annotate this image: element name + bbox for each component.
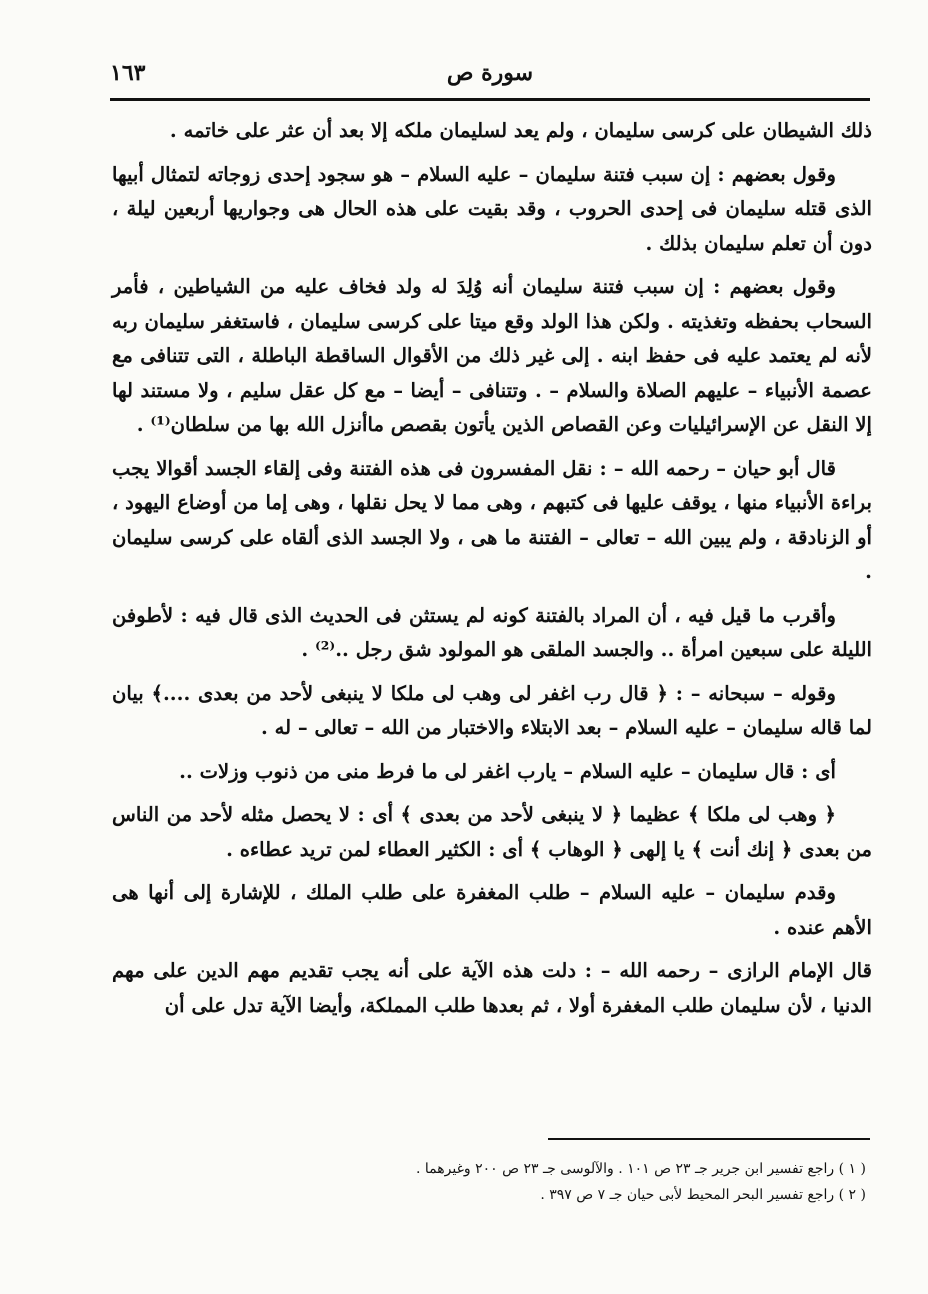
paragraph: وقدم سليمان – عليه السلام – طلب المغفرة على طلب الملك ، للإشارة إلى أنها هى الأهم عنده . — [112, 881, 872, 939]
paragraph: ﴿ وهب لى ملكا ﴾ عظيما ﴿ لا ينبغى لأحد من بعدى ﴾ أى : لا يحصل مثله لأحد من الناس من بعدى ﴿ إنك أنت ﴾ يا إلهى ﴿ الوهاب ﴾ أى : الكثير العطاء لمن تريد عطاءه . — [112, 803, 872, 861]
footnote: ( ٢ ) راجع تفسير البحر المحيط لأبى حيان جـ ٧ ص ٣٩٧ . — [540, 1187, 866, 1203]
paragraph: قال أبو حيان – رحمه الله – : نقل المفسرون فى هذه الفتنة وفى إلقاء الجسد أقوالا يجب براءة الأنبياء منها ، يوقف عليها فى كتبهم ، وهى مما لا يحل نقلها ، وهى إما من أوضاع اليهود ، أو الزنادقة ، ولم يبين الله – تعالى – الفتنة ما هى ، ولا الجسد الذى ألقاه على كرسى سليمان . — [112, 456, 872, 583]
paragraph: وقول بعضهم : إن سبب فتنة سليمان أنه وُلِدَ له ولد فخاف عليه من الشياطين ، فأمر السحاب بحفظه وتغذيته . ولكن هذا الولد وقع ميتا على كرسى سليمان ، فاستغفر سليمان ربه لأنه لم يعتمد عليه فى حفظ ابنه . إلى غير ذلك من الأقوال الساقطة الباطلة ، التى تتنافى مع عصمة الأنبياء – عليهم الصلاة والسلام – . وتتنافى – أيضا – مع كل عقل سليم ، ولا مستند لها إلا النقل عن الإسرائيليات وعن القصاص الذين يأتون بقصص ماأنزل الله بها من سلطان⁽¹⁾ . — [112, 275, 872, 436]
paragraph: وأقرب ما قيل فيه ، أن المراد بالفتنة كونه لم يستثن فى الحديث الذى قال فيه : لأطوفن الليلة على سبعين امرأة .. والجسد الملقى هو المولود شق رجل ..⁽²⁾ . — [112, 603, 872, 661]
paragraph: قال الإمام الرازى – رحمه الله – : دلت هذه الآية على أنه يجب تقديم مهم الدين على مهم الدنيا ، لأن سليمان طلب المغفرة أولا ، ثم بعدها طلب المملكة، وأيضا الآية تدل على أن — [112, 959, 872, 1017]
body-text — [112, 114, 872, 1032]
paragraph: أى : قال سليمان – عليه السلام – يارب اغفر لى ما فرط منى من ذنوب وزلات .. — [179, 759, 836, 783]
footnote: ( ١ ) راجع تفسير ابن جرير جـ ٢٣ ص ١٠١ . والآلوسى جـ ٢٣ ص ٢٠٠ وغيرهما . — [416, 1161, 866, 1177]
header-rule — [110, 98, 870, 101]
page-number: ١٦٣ — [110, 60, 146, 86]
footnote-rule — [548, 1138, 870, 1140]
surah-title: سورة ص — [446, 60, 534, 86]
paragraph: وقوله – سبحانه – : ﴿ قال رب اغفر لى وهب لى ملكا لا ينبغى لأحد من بعدى ....﴾ بيان لما قاله سليمان – عليه السلام – بعد الابتلاء والاختبار من الله – تعالى – له . — [112, 681, 872, 739]
paragraph: وقول بعضهم : إن سبب فتنة سليمان – عليه السلام – هو سجود إحدى زوجاته لتمثال أبيها الذى قتله سليمان فى إحدى الحروب ، وقد بقيت على هذه الحال هى وجواريها أربعين ليلة ، دون أن تعلم سليمان بذلك . — [112, 162, 872, 255]
paragraph: ذلك الشيطان على كرسى سليمان ، ولم يعد لسليمان ملكه إلا بعد أن عثر على خاتمه . — [169, 119, 872, 142]
footnotes — [230, 1156, 866, 1208]
page-header — [110, 56, 870, 96]
